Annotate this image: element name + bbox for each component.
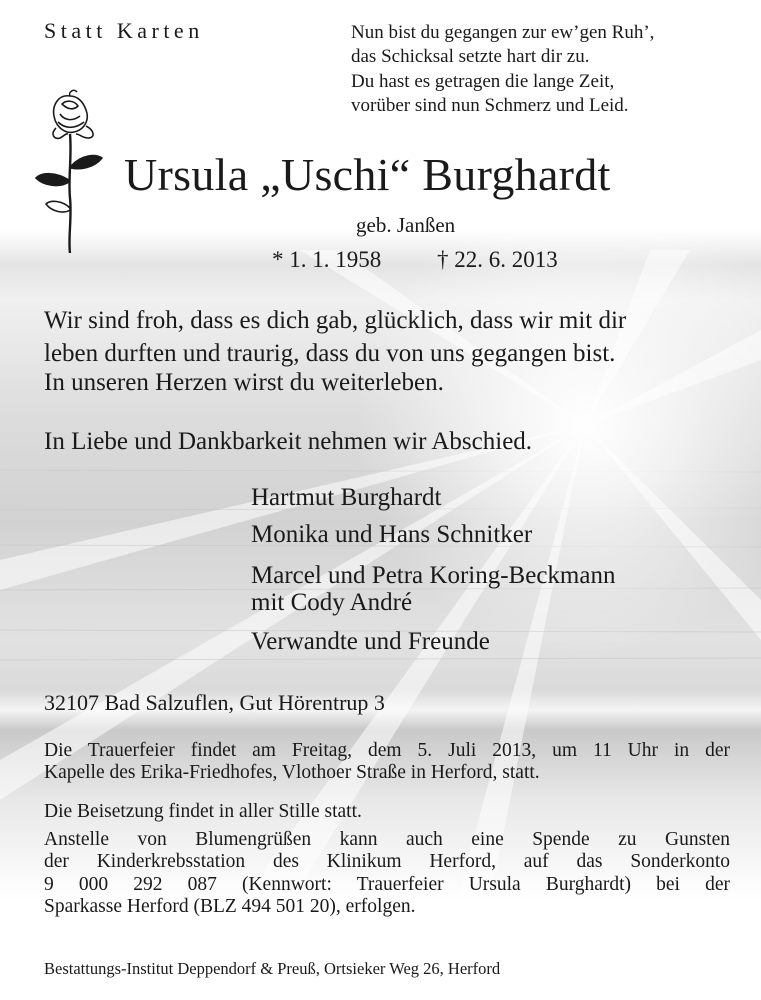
memorial-verse xyxy=(351,21,654,118)
death-date: † 22. 6. 2013 xyxy=(437,247,558,272)
rose-icon xyxy=(30,88,110,258)
mourner-name: Verwandte und Freunde xyxy=(251,628,490,655)
donation-info xyxy=(44,829,730,918)
donation-line: der Kinderkrebsstation des Klinikum Herford, auf das Sonderkonto xyxy=(44,851,730,873)
verse-line: vorüber sind nun Schmerz und Leid. xyxy=(351,94,629,116)
verse-line: Nun bist du gegangen zur ew’gen Ruh’, xyxy=(351,22,655,43)
mourner-name: Marcel und Petra Koring-Beckmann mit Cody André xyxy=(251,562,616,616)
message-paragraph: In Liebe und Dankbarkeit nehmen wir Abschied. xyxy=(44,428,533,455)
message-paragraph: Wir sind froh, dass es dich gab, glücklich, dass wir mit dir leben durften und traurig, dass du von uns gegangen bist. xyxy=(44,307,627,367)
funeral-line: Kapelle des Erika-Friedhofes, Vlothoer Straße in Herford, statt. xyxy=(44,762,540,784)
verse-line: Du hast es getragen die lange Zeit, xyxy=(351,70,615,92)
deceased-name: Ursula „Uschi“ Burghardt xyxy=(124,149,611,200)
mourner-name: Monika und Hans Schnitker xyxy=(251,521,533,548)
undertaker-footer: Bestattungs-Institut Deppendorf & Preuß, Ortsieker Weg 26, Herford xyxy=(44,959,501,978)
burial-line: Die Beisetzung findet in aller Stille statt. xyxy=(44,801,362,822)
donation-line: 9 000 292 087 (Kennwort: Trauerfeier Ursula Burghardt) bei der xyxy=(44,873,730,895)
birth-date: * 1. 1. 1958 xyxy=(272,247,382,272)
maiden-name: geb. Janßen xyxy=(356,213,456,237)
message-paragraph: In unseren Herzen wirst du weiterleben. xyxy=(44,369,444,396)
family-address: 32107 Bad Salzuflen, Gut Hörentrup 3 xyxy=(44,690,385,715)
header-statt-karten: Statt Karten xyxy=(44,18,204,43)
verse-line: das Schicksal setzte hart dir zu. xyxy=(351,46,590,68)
donation-line: Anstelle von Blumengrüßen kann auch eine Spende zu Gunsten xyxy=(44,829,730,850)
burial-info xyxy=(44,801,730,823)
donation-line: Sparkasse Herford (BLZ 494 501 20), erfolgen. xyxy=(44,895,416,917)
funeral-line: Die Trauerfeier findet am Freitag, dem 5. Juli 2013, um 11 Uhr in der xyxy=(44,740,730,761)
funeral-info xyxy=(44,740,730,785)
mourner-name: Hartmut Burghardt xyxy=(251,484,442,511)
